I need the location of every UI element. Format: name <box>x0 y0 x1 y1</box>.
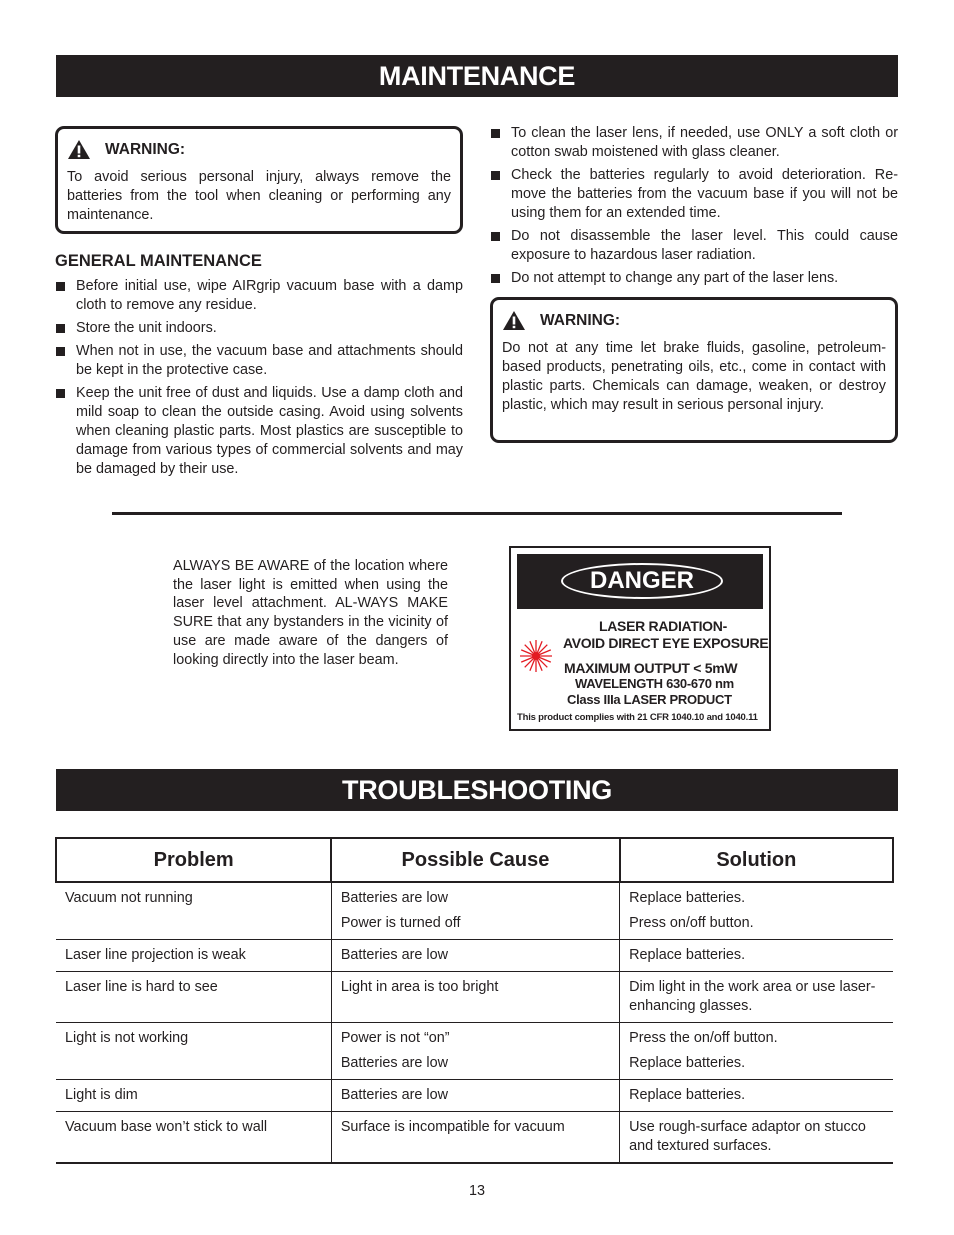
warning-box <box>490 297 898 443</box>
problem-cell <box>56 882 331 940</box>
cell-text: Batteries are low <box>340 1087 448 1103</box>
column-header-solution: Solution <box>620 838 893 882</box>
label-line: WAVELENGTH 630-670 nm <box>575 676 734 691</box>
right-column <box>490 124 898 443</box>
cell-text: Replace batteries. <box>629 890 746 906</box>
list-item: Do not disassemble the laser level. This could cause exposure to hazardous laser radiation. <box>490 227 898 265</box>
cell-text: Batteries are low <box>340 890 448 906</box>
cell-text: Batteries are low <box>340 947 448 963</box>
table-row <box>56 940 893 972</box>
list-item: Before initial use, wipe AIRgrip vacuum base with a damp cloth to remove any residue. <box>55 277 463 315</box>
solution-cell <box>620 972 893 1023</box>
cell-text: Power is turned off <box>340 915 461 931</box>
maintenance-title: MAINTENANCE <box>56 55 898 97</box>
label-line: LASER RADIATION- <box>599 618 727 634</box>
left-column <box>55 126 463 483</box>
page-number: 13 <box>468 1183 485 1199</box>
cause-cell <box>331 940 619 972</box>
column-header-problem: Problem <box>56 838 331 882</box>
table-row <box>56 1112 893 1164</box>
cell-text: Light in area is too bright <box>340 979 499 995</box>
cause-cell <box>331 882 619 940</box>
label-compliance-text: This product complies with 21 CFR 1040.10 and 1040.11 <box>517 712 758 723</box>
problem-cell <box>56 1023 331 1080</box>
troubleshooting-table <box>55 837 894 1164</box>
cell-text: Vacuum not running <box>65 890 193 906</box>
cell-text: Surface is incompatible for vacuum <box>340 1119 565 1135</box>
label-line: Class IIIa LASER PRODUCT <box>567 692 732 707</box>
cell-text: Light is not working <box>65 1030 189 1046</box>
cause-cell <box>331 1023 619 1080</box>
list-item: To clean the laser lens, if needed, use ONLY a soft cloth or cotton swab moistened with glass cleaner. <box>490 124 898 162</box>
cell-text: Press the on/off button. <box>629 1030 778 1046</box>
cell-text: Press on/off button. <box>629 915 754 931</box>
general-maintenance-list <box>55 277 463 479</box>
warning-text: Do not at any time let brake fluids, gasoline, petroleum-based products, penetrating oils, etc., come in contact with plastic parts. Chemicals can damage, weaken, or destroy plastic, which may result in serious personal injury. <box>502 340 886 413</box>
warning-box <box>55 126 463 234</box>
cause-cell <box>331 1080 619 1112</box>
laser-starburst-icon <box>519 639 553 673</box>
cell-text: Laser line is hard to see <box>65 979 218 995</box>
general-maintenance-heading: GENERAL MAINTENANCE <box>55 252 262 270</box>
cell-text: Dim light in the work area or use laser-enhancing glasses. <box>629 979 876 1014</box>
cell-text: Power is not “on” <box>340 1030 450 1046</box>
list-item: Store the unit indoors. <box>55 319 463 338</box>
problem-cell <box>56 972 331 1023</box>
solution-cell <box>620 1112 893 1164</box>
warning-text: To avoid serious personal injury, always remove the batteries from the tool when cleaning or performing any maintenance. <box>67 169 451 223</box>
table-header-row <box>56 838 893 882</box>
label-line: AVOID DIRECT EYE EXPOSURE <box>563 635 769 651</box>
cell-text: Vacuum base won’t stick to wall <box>65 1119 268 1135</box>
maintenance-list-right <box>490 124 898 288</box>
troubleshooting-title: TROUBLESHOOTING <box>56 769 898 811</box>
cell-text: Batteries are low <box>340 1055 448 1071</box>
problem-cell <box>56 940 331 972</box>
table-row <box>56 1023 893 1080</box>
table-row <box>56 1080 893 1112</box>
warning-header <box>67 139 451 160</box>
warning-triangle-icon <box>67 139 91 160</box>
cell-text: Light is dim <box>65 1087 138 1103</box>
column-header-cause: Possible Cause <box>331 838 619 882</box>
table-row <box>56 882 893 940</box>
section-divider <box>112 512 842 515</box>
solution-cell <box>620 882 893 940</box>
warning-heading: WARNING: <box>540 312 621 329</box>
warning-triangle-icon <box>502 310 526 331</box>
cell-text: Replace batteries. <box>629 1087 746 1103</box>
list-item: Do not attempt to change any part of the laser lens. <box>490 269 898 288</box>
cell-text: Use rough-surface adaptor on stucco and textured surfaces. <box>629 1119 866 1154</box>
problem-cell <box>56 1112 331 1164</box>
label-line: MAXIMUM OUTPUT < 5mW <box>564 660 738 676</box>
list-item: Keep the unit free of dust and liquids. Use a damp cloth and mild soap to clean the outside casing. Avoid using solvents when cleaning plastic parts. Most plastics are susceptible to damage from various types of commercial solvents and may be damaged by their use. <box>55 384 463 479</box>
problem-cell <box>56 1080 331 1112</box>
list-item: Check the batteries regularly to avoid deterioration. Re-move the batteries from the vacuum base if you will not be using them for an extended time. <box>490 166 898 223</box>
list-item: When not in use, the vacuum base and attachments should be kept in the protective case. <box>55 342 463 380</box>
solution-cell <box>620 1080 893 1112</box>
cause-cell <box>331 1112 619 1164</box>
cell-text: Laser line projection is weak <box>65 947 246 963</box>
cause-cell <box>331 972 619 1023</box>
danger-word: DANGER <box>561 563 723 599</box>
laser-awareness-text: ALWAYS BE AWARE of the location where the laser light is emitted when using the laser level attachment. AL-WAYS MAKE SURE that any bystanders in the vicinity of use are made aware of the dangers of looking directly into the laser beam. <box>173 558 448 668</box>
cell-text: Replace batteries. <box>629 1055 746 1071</box>
solution-cell <box>620 940 893 972</box>
solution-cell <box>620 1023 893 1080</box>
cell-text: Replace batteries. <box>629 947 746 963</box>
table-row <box>56 972 893 1023</box>
danger-label-header <box>517 554 763 609</box>
warning-heading: WARNING: <box>105 141 186 158</box>
danger-label <box>509 546 771 731</box>
warning-header <box>502 310 886 331</box>
